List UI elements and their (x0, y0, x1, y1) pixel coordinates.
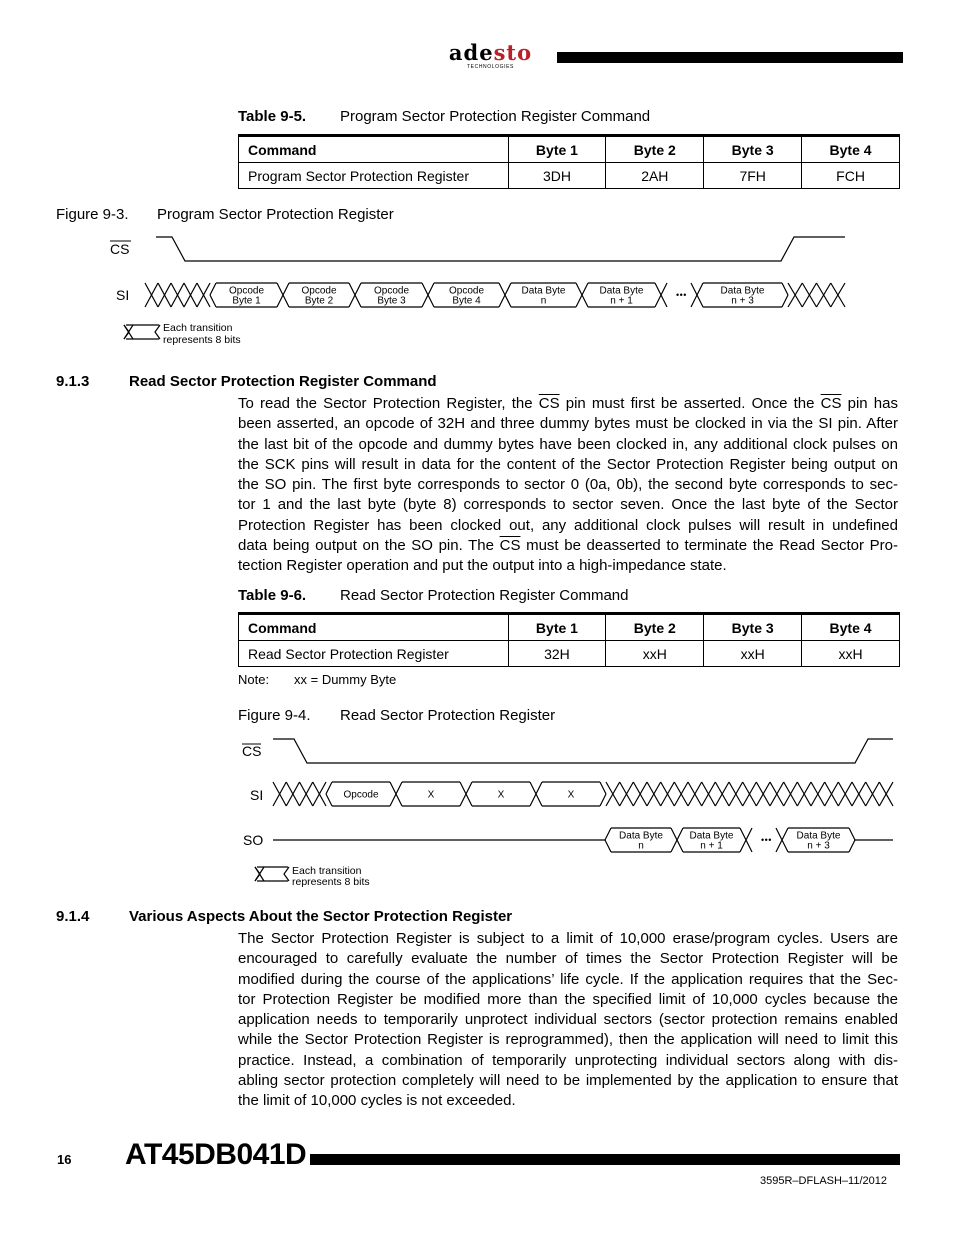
so-signal-label: SO (243, 832, 264, 848)
body-text-line: The Sector Protection Register is subject to a limit of 10,000 erase/program cycles. Users are (238, 930, 898, 947)
byte-label: Data Byte (521, 285, 566, 297)
body-text-line (238, 455, 898, 475)
byte-label: Byte 4 (452, 295, 481, 307)
byte-label: n + 3 (807, 840, 830, 852)
text-run: the last bit of the opcode and dummy bytes have been clocked in, any additional clock pulses on (238, 435, 898, 453)
table-cell: FCH (802, 163, 900, 189)
table-cell: 2AH (606, 163, 704, 189)
body-text-line: the limit of 10,000 cycles is not exceeded. (238, 1092, 516, 1110)
part-number-title: AT45DB041D (125, 1138, 307, 1171)
table-cell: Program Sector Protection Register (239, 163, 509, 189)
byte-label: Byte 3 (377, 295, 406, 307)
body-text-line: while the Sector Protection Register is reprogrammed), then the application will need to limit this (238, 1031, 898, 1049)
legend-text-line1: Each transition (163, 322, 233, 334)
transition-legend-symbol (255, 867, 264, 881)
byte-label: Byte 2 (304, 295, 334, 307)
overlined-signal: CS (538, 395, 560, 412)
figure-9-4-label: Figure 9-4. (238, 707, 311, 724)
header-cell: Byte 4 (802, 136, 900, 163)
text-run: the SO pin. The first byte corresponds to sector 0 (0a, 0b), the second byte corresponds to sec- (238, 476, 898, 494)
text-run: tor 1 and the last byte (byte 8) corresponds to sector seven. Once the last byte of the Sector (238, 496, 898, 514)
logo-subtitle: TECHNOLOGIES (467, 64, 514, 70)
figure-9-4-title: Read Sector Protection Register (340, 707, 556, 724)
table-cell: 32H (508, 641, 606, 667)
table-9-6-caption (238, 587, 628, 604)
figure-9-3-caption (56, 206, 394, 223)
table-header-row (239, 614, 900, 641)
header-bar (557, 52, 903, 63)
body-text-line: abling sector protection completely will need to be implemented by the application to ensure that (238, 1072, 898, 1090)
figure-9-3-title: Program Sector Protection Register (157, 206, 394, 223)
table-cell: xxH (802, 641, 900, 667)
table-row (239, 641, 900, 667)
byte-label: Byte 1 (232, 295, 261, 307)
text-run: been asserted, an opcode of 32H and three dummy bytes must be clocked in via the SI pin. After (238, 415, 898, 433)
section-9-1-4-body (238, 929, 898, 1112)
table-9-5-label: Table 9-5. (238, 108, 307, 125)
table-9-5-caption (238, 108, 650, 125)
byte-label: Data Byte (796, 830, 841, 842)
table-cell: xxH (606, 641, 704, 667)
section-9-1-3-heading (56, 373, 437, 390)
body-text-line (238, 435, 898, 455)
byte-label: n (540, 295, 547, 307)
header-cell: Byte 2 (606, 614, 704, 641)
text-run: data being output on the SO pin. The (238, 537, 500, 555)
section-title: Various Aspects About the Sector Protection Register (129, 908, 513, 925)
table-row (239, 163, 900, 189)
byte-label: X (427, 789, 435, 801)
adesto-logo (448, 42, 533, 70)
legend-text-line2: represents 8 bits (163, 334, 241, 346)
table-cell: Read Sector Protection Register (239, 641, 509, 667)
body-text-line (238, 414, 898, 434)
text-run: pin has (841, 395, 898, 412)
byte-label: Data Byte (689, 830, 734, 842)
text-run: To read the Sector Protection Register, the (238, 395, 539, 412)
text-run: must be deasserted to terminate the Read Sector Pro- (520, 537, 898, 555)
section-9-1-4-heading (56, 908, 512, 925)
table-cell: 3DH (508, 163, 606, 189)
header-cell: Byte 3 (704, 136, 802, 163)
byte-label: Data Byte (599, 285, 644, 297)
byte-label: Opcode (373, 285, 410, 297)
note-label: Note: (238, 672, 270, 687)
body-text-line (238, 495, 898, 515)
table-9-6-title: Read Sector Protection Register Command (340, 587, 629, 604)
header-cell: Command (239, 136, 509, 163)
si-signal-label: SI (250, 787, 264, 803)
text-run: pin must first be asserted. Once the (559, 395, 821, 412)
body-text-line (238, 536, 898, 556)
table-header-row (239, 136, 900, 163)
body-text-line (238, 475, 898, 495)
figure-9-4-caption (238, 707, 555, 724)
header-cell: Byte 2 (606, 136, 704, 163)
byte-label: X (497, 789, 505, 801)
body-text-line: practice. Instead, a combination of temporarily unprotecting individual sectors along with dis- (238, 1051, 898, 1069)
page-number: 16 (57, 1152, 72, 1167)
cs-waveform (273, 739, 893, 763)
text-run: the SCK pins will result in data for the content of the Sector Protection Register being output on (238, 455, 898, 473)
header-cell: Byte 1 (508, 614, 606, 641)
legend-text-line1: Each transition (292, 865, 362, 877)
table-9-5 (238, 134, 900, 189)
header-cell: Byte 3 (704, 614, 802, 641)
body-text-line (238, 556, 898, 576)
byte-label: n (638, 840, 644, 852)
transition-legend-symbol (124, 325, 133, 339)
si-waveform (145, 283, 845, 307)
cs-signal-label: CS (110, 241, 130, 257)
body-text-line: application needs to temporarily unprotect individual sectors (sector protection remains enabled (238, 1011, 898, 1029)
section-number: 9.1.3 (56, 373, 90, 390)
body-text-line: tor Protection Register be modified more than the specified limit of 10,000 cycles because the (238, 990, 898, 1008)
section-title: Read Sector Protection Register Command (129, 373, 437, 390)
overlined-signal: CS (820, 395, 842, 412)
document-code: 3595R–DFLASH–11/2012 (760, 1175, 887, 1187)
figure-9-4-timing-diagram (0, 728, 954, 890)
body-text-line: modified during the course of the applications’ life cycle. If the application requires that the Sec- (238, 970, 898, 988)
text-run: Protection Register has been clocked out, any additional clock pulses will result in undefined (238, 516, 898, 534)
section-number: 9.1.4 (56, 908, 90, 925)
byte-label: Opcode (343, 789, 379, 801)
overlined-signal: CS (499, 537, 521, 555)
byte-label: X (567, 789, 575, 801)
table-cell: 7FH (704, 163, 802, 189)
byte-label: Opcode (301, 285, 337, 297)
table-cell: xxH (704, 641, 802, 667)
table-9-6-label: Table 9-6. (238, 587, 307, 604)
table-9-5-title: Program Sector Protection Register Command (340, 108, 651, 125)
legend-text-line2: represents 8 bits (292, 876, 370, 888)
byte-label: n + 1 (610, 295, 633, 307)
table-9-6-note (238, 672, 396, 687)
header-cell: Byte 4 (802, 614, 900, 641)
byte-label: n + 1 (700, 840, 723, 852)
header-cell: Command (239, 614, 509, 641)
figure-9-3-label: Figure 9-3. (56, 206, 129, 223)
body-text-line (238, 516, 898, 536)
section-9-1-3-body (238, 394, 898, 577)
cs-waveform (156, 237, 845, 261)
si-signal-label: SI (116, 287, 130, 303)
logo-text-left: ade (448, 40, 494, 65)
cs-signal-label: CS (242, 743, 262, 759)
byte-label: Opcode (228, 285, 265, 297)
text-run: tection Register operation and put the output into a high-impedance state. (238, 557, 727, 575)
body-text-line (238, 394, 898, 414)
ellipsis: • • • (761, 835, 771, 845)
figure-9-3-timing-diagram (0, 225, 954, 355)
footer-bar (310, 1154, 900, 1165)
table-9-6 (238, 612, 900, 667)
so-waveform (605, 828, 893, 852)
body-text-line: encouraged to carefully evaluate the number of times the Sector Protection Register will be (238, 950, 898, 968)
byte-label: Opcode (448, 285, 485, 297)
byte-label: n + 3 (731, 295, 754, 307)
ellipsis: • • • (676, 290, 686, 300)
header-cell: Byte 1 (508, 136, 606, 163)
si-waveform (273, 782, 893, 806)
note-text: xx = Dummy Byte (294, 672, 397, 687)
byte-label: Data Byte (619, 830, 663, 842)
logo-text-right: sto (493, 40, 533, 65)
byte-label: Data Byte (720, 285, 765, 297)
